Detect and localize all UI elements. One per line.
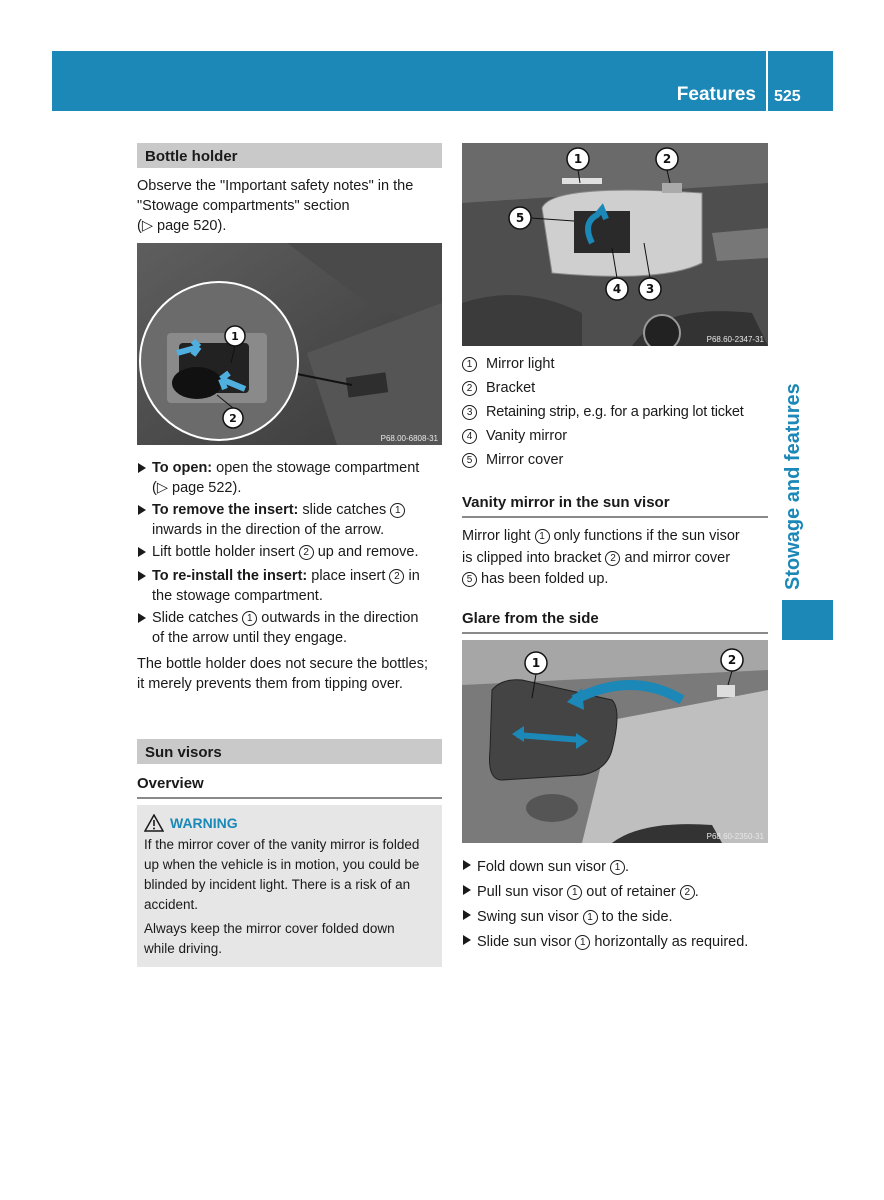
header-divider (766, 51, 768, 111)
step-item: Pull sun visor 1 out of retainer 2 . (462, 880, 768, 905)
callout-number: 1 (242, 611, 257, 626)
vanity-mirror-heading: Vanity mirror in the sun visor (462, 493, 768, 518)
callout-number: 2 (680, 885, 695, 900)
callout-number: 5 (462, 453, 477, 468)
legend-item: 1 Mirror light (462, 352, 768, 376)
warning-text: Always keep the mirror cover folded down (144, 921, 395, 936)
note-line: The bottle holder does not secure the bottles; (137, 656, 428, 672)
legend-item: 5 Mirror cover (462, 448, 768, 472)
warning-text: blinded by incident light. There is a risk of an (144, 877, 411, 892)
callout-number: 2 (299, 545, 314, 560)
callout-number: 2 (462, 381, 477, 396)
bottle-holder-heading: Bottle holder (137, 143, 442, 168)
page-reference: (▷ page 520). (137, 218, 227, 234)
warning-text: while driving. (144, 941, 223, 956)
vanity-mirror-section (462, 493, 768, 591)
svg-text:5: 5 (515, 211, 525, 225)
intro-line: Observe the "Important safety notes" in the (137, 178, 414, 194)
bottle-holder-photo (137, 243, 442, 445)
callout-number: 1 (535, 529, 550, 544)
legend-item: 2 Bracket (462, 376, 768, 400)
vanity-mirror-text: Mirror light 1 only functions if the sun visor is clipped into bracket 2 and mirror cover 5 has been folded up. (462, 528, 740, 587)
glare-section (462, 609, 768, 634)
visor-legend (462, 352, 768, 472)
warning-text: If the mirror cover of the vanity mirror is folded (144, 837, 420, 852)
warning-triangle-icon (144, 814, 164, 832)
callout-number: 3 (462, 405, 477, 420)
image-code: P68.60-2350-31 (706, 832, 764, 841)
svg-text:2: 2 (727, 653, 737, 667)
callout-number: 1 (567, 885, 582, 900)
image-code: P68.00-6808-31 (380, 434, 438, 443)
svg-text:3: 3 (645, 282, 655, 296)
image-code: P68.60-2347-31 (706, 335, 764, 344)
warning-text: accident. (144, 897, 199, 912)
callout-number: 1 (610, 860, 625, 875)
side-tab-marker (782, 600, 833, 640)
callout-number: 1 (462, 357, 477, 372)
section-title: Features (676, 84, 756, 105)
step-item: To open: open the stowage compartment (▷ page 522). (137, 458, 442, 498)
sun-visor-photo (462, 143, 768, 346)
bottle-holder-section (137, 143, 442, 236)
glare-heading: Glare from the side (462, 609, 768, 634)
step-item: To re-install the insert: place insert 2 in the stowage compartment. (137, 566, 442, 606)
sun-visors-heading: Sun visors (137, 739, 442, 764)
step-item: Slide sun visor 1 horizontally as required. (462, 930, 768, 955)
callout-number: 5 (462, 572, 477, 587)
warning-box (137, 805, 442, 967)
step-item: To remove the insert: slide catches 1 inwards in the direction of the arrow. (137, 500, 442, 540)
callout-number: 1 (390, 503, 405, 518)
callout-number: 2 (605, 551, 620, 566)
svg-text:2: 2 (662, 152, 672, 166)
step-item: Swing sun visor 1 to the side. (462, 905, 768, 930)
note-line: it merely prevents them from tipping over. (137, 676, 403, 692)
callout-number: 4 (462, 429, 477, 444)
side-tab-label: Stowage and features (782, 383, 804, 590)
glare-steps (462, 855, 768, 955)
bottle-holder-steps (137, 458, 442, 694)
glare-photo (462, 640, 768, 843)
warning-text: up when the vehicle is in motion, you could be (144, 857, 420, 872)
step-item: Fold down sun visor 1 . (462, 855, 768, 880)
step-item: Slide catches 1 outwards in the direction of the arrow until they engage. (137, 608, 442, 648)
svg-text:1: 1 (573, 152, 583, 166)
svg-text:1: 1 (231, 330, 239, 343)
overview-heading: Overview (137, 774, 442, 799)
sun-visors-section (137, 739, 442, 967)
svg-text:1: 1 (531, 656, 541, 670)
legend-item: 3 Retaining strip, e.g. for a parking lot ticket (462, 400, 768, 424)
callout-number: 1 (583, 910, 598, 925)
legend-item: 4 Vanity mirror (462, 424, 768, 448)
svg-text:4: 4 (612, 282, 622, 296)
callout-number: 2 (389, 569, 404, 584)
intro-line: "Stowage compartments" section (137, 198, 350, 214)
warning-title: WARNING (144, 811, 435, 835)
callout-number: 1 (575, 935, 590, 950)
svg-text:2: 2 (229, 412, 237, 425)
page-number: 525 (774, 88, 801, 105)
step-item: Lift bottle holder insert 2 up and remove. (137, 542, 442, 562)
